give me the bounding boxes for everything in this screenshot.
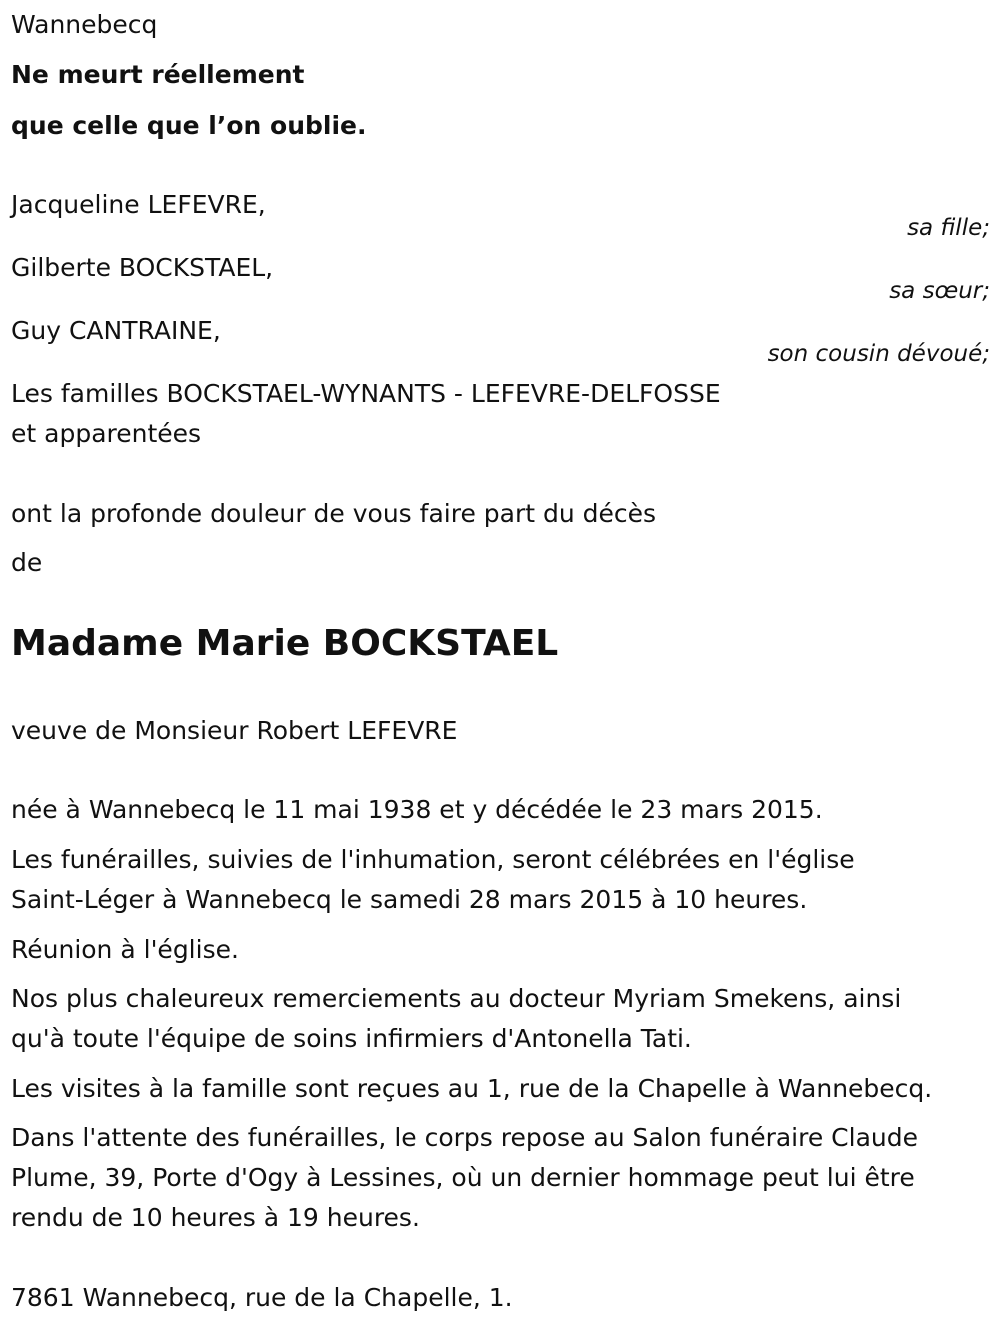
rest-line-1: Dans l'attente des funérailles, le corps repose au Salon funéraire Claude [11,1123,918,1152]
rest-line-2: Plume, 39, Porte d'Ogy à Lessines, où un dernier hommage peut lui être [11,1163,915,1192]
announcement-text: ont la profonde douleur de vous faire part du décès [11,499,657,528]
family-member-relation: sa fille; [907,215,990,241]
families-line-2: et apparentées [11,419,202,448]
family-member-name: Gilberte BOCKSTAEL, [11,253,274,282]
families-line-1: Les familles BOCKSTAEL-WYNANTS - LEFEVRE-DELFOSSE [11,379,721,408]
address-text: 7861 Wannebecq, rue de la Chapelle, 1. [11,1283,513,1312]
thanks-line-1: Nos plus chaleureux remerciements au docteur Myriam Smekens, ainsi [11,984,902,1013]
quote-line-1: Ne meurt réellement [11,60,305,89]
visits-text: Les visites à la famille sont reçues au 1, rue de la Chapelle à Wannebecq. [11,1074,933,1103]
family-member-name: Jacqueline LEFEVRE, [11,190,266,219]
family-member-relation: son cousin dévoué; [767,341,990,367]
funeral-line-1: Les funérailles, suivies de l'inhumation, seront célébrées en l'église [11,845,855,874]
thanks-line-2: qu'à toute l'équipe de soins infirmiers d'Antonella Tati. [11,1024,692,1053]
rest-line-3: rendu de 10 heures à 19 heures. [11,1203,420,1232]
deceased-name: Madame Marie BOCKSTAEL [11,623,559,664]
widow-of-text: veuve de Monsieur Robert LEFEVRE [11,716,458,745]
birth-death-text: née à Wannebecq le 11 mai 1938 et y décédée le 23 mars 2015. [11,795,823,824]
funeral-line-2: Saint-Léger à Wannebecq le samedi 28 mars 2015 à 10 heures. [11,885,808,914]
meeting-text: Réunion à l'église. [11,935,239,964]
quote-line-2: que celle que l’on oublie. [11,111,367,140]
announcement-de: de [11,548,43,577]
family-member-name: Guy CANTRAINE, [11,316,221,345]
place-heading: Wannebecq [11,10,158,39]
family-member-relation: sa sœur; [889,278,990,304]
